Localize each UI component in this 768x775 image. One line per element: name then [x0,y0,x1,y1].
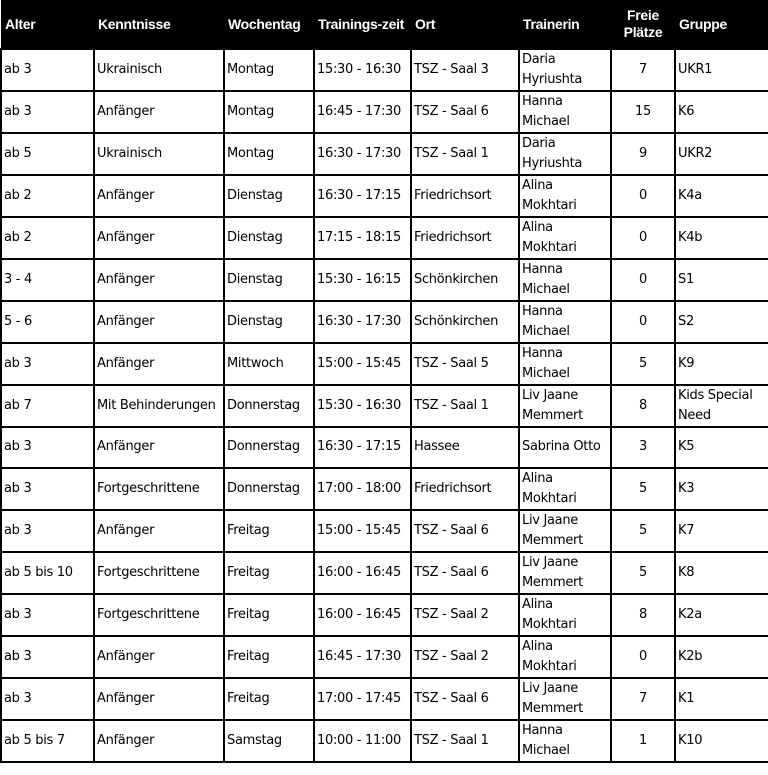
cell-trainer: Liv Jaane Memmert [519,510,611,552]
table-row [1,552,768,594]
cell-age: ab 2 [1,217,94,259]
cell-trainer: Liv Jaane Memmert [519,678,611,720]
cell-training-time: 16:30 - 17:30 [314,133,411,175]
cell-skill-level: Anfänger [94,720,224,762]
cell-group: K2a [675,594,768,636]
cell-group: UKR1 [675,49,768,91]
cell-trainer: Daria Hyriushta [519,133,611,175]
cell-weekday: Donnerstag [224,427,314,468]
table-row [1,259,768,301]
cell-free-spots: 1 [611,720,675,762]
cell-training-time: 15:30 - 16:30 [314,49,411,91]
cell-trainer: Sabrina Otto [519,427,611,468]
cell-free-spots: 0 [611,259,675,301]
cell-location: TSZ - Saal 2 [411,594,519,636]
cell-training-time: 16:00 - 16:45 [314,594,411,636]
cell-trainer: Hanna Michael [519,259,611,301]
header-row [1,0,768,49]
cell-age: ab 3 [1,49,94,91]
cell-trainer: Hanna Michael [519,91,611,133]
cell-free-spots: 0 [611,217,675,259]
cell-skill-level: Ukrainisch [94,133,224,175]
cell-weekday: Freitag [224,552,314,594]
cell-group: S2 [675,301,768,343]
cell-training-time: 15:00 - 15:45 [314,343,411,385]
cell-free-spots: 8 [611,385,675,427]
cell-age: ab 5 bis 10 [1,552,94,594]
cell-group: Kids Special Need [675,385,768,427]
cell-weekday: Dienstag [224,301,314,343]
cell-age: ab 3 [1,594,94,636]
cell-trainer: Hanna Michael [519,301,611,343]
table-row [1,468,768,510]
table-row [1,385,768,427]
cell-age: ab 2 [1,175,94,217]
cell-skill-level: Fortgeschrittene [94,552,224,594]
cell-trainer: Liv Jaane Memmert [519,385,611,427]
cell-free-spots: 0 [611,175,675,217]
column-header-weekday: Wochentag [224,0,314,49]
cell-group: UKR2 [675,133,768,175]
cell-age: ab 3 [1,343,94,385]
cell-group: K10 [675,720,768,762]
table-row [1,91,768,133]
cell-group: K9 [675,343,768,385]
cell-age: ab 3 [1,510,94,552]
cell-weekday: Freitag [224,510,314,552]
cell-free-spots: 9 [611,133,675,175]
cell-location: TSZ - Saal 6 [411,678,519,720]
cell-skill-level: Anfänger [94,301,224,343]
cell-training-time: 16:00 - 16:45 [314,552,411,594]
cell-skill-level: Fortgeschrittene [94,468,224,510]
cell-age: ab 7 [1,385,94,427]
cell-weekday: Mittwoch [224,343,314,385]
cell-location: Schönkirchen [411,301,519,343]
table-row [1,678,768,720]
cell-skill-level: Anfänger [94,636,224,678]
cell-trainer: Daria Hyriushta [519,49,611,91]
cell-training-time: 16:30 - 17:15 [314,175,411,217]
table-row [1,217,768,259]
table-row [1,133,768,175]
table-row [1,510,768,552]
cell-trainer: Alina Mokhtari [519,468,611,510]
cell-training-time: 16:45 - 17:30 [314,636,411,678]
cell-trainer: Alina Mokhtari [519,636,611,678]
cell-group: K4a [675,175,768,217]
cell-skill-level: Anfänger [94,259,224,301]
cell-skill-level: Anfänger [94,217,224,259]
cell-location: TSZ - Saal 1 [411,133,519,175]
cell-weekday: Dienstag [224,217,314,259]
cell-training-time: 16:45 - 17:30 [314,91,411,133]
cell-group: K3 [675,468,768,510]
column-header-trainer: Trainerin [519,0,611,49]
cell-location: Hassee [411,427,519,468]
cell-free-spots: 7 [611,678,675,720]
cell-trainer: Alina Mokhtari [519,175,611,217]
cell-weekday: Freitag [224,678,314,720]
cell-group: K5 [675,427,768,468]
cell-age: 5 - 6 [1,301,94,343]
cell-free-spots: 5 [611,510,675,552]
cell-weekday: Samstag [224,720,314,762]
cell-skill-level: Anfänger [94,175,224,217]
cell-trainer: Alina Mokhtari [519,594,611,636]
cell-weekday: Donnerstag [224,468,314,510]
cell-training-time: 17:15 - 18:15 [314,217,411,259]
table-row [1,636,768,678]
cell-weekday: Dienstag [224,175,314,217]
cell-location: Friedrichsort [411,468,519,510]
cell-skill-level: Anfänger [94,91,224,133]
cell-skill-level: Anfänger [94,427,224,468]
table-row [1,49,768,91]
cell-location: TSZ - Saal 1 [411,385,519,427]
cell-free-spots: 0 [611,636,675,678]
table-row [1,427,768,468]
cell-weekday: Dienstag [224,259,314,301]
column-header-free-spots: Freie Plätze [611,0,675,49]
cell-training-time: 17:00 - 17:45 [314,678,411,720]
column-header-location: Ort [411,0,519,49]
cell-group: K6 [675,91,768,133]
cell-skill-level: Anfänger [94,678,224,720]
cell-group: K8 [675,552,768,594]
cell-trainer: Liv Jaane Memmert [519,552,611,594]
cell-location: Friedrichsort [411,175,519,217]
cell-age: ab 5 bis 7 [1,720,94,762]
cell-location: TSZ - Saal 6 [411,91,519,133]
table-row [1,594,768,636]
cell-group: K2b [675,636,768,678]
cell-free-spots: 15 [611,91,675,133]
table-row [1,301,768,343]
table-row [1,175,768,217]
cell-age: ab 3 [1,427,94,468]
cell-age: ab 3 [1,678,94,720]
cell-age: ab 3 [1,91,94,133]
cell-age: ab 3 [1,636,94,678]
cell-skill-level: Mit Behinderungen [94,385,224,427]
cell-training-time: 15:30 - 16:15 [314,259,411,301]
cell-training-time: 17:00 - 18:00 [314,468,411,510]
cell-training-time: 15:30 - 16:30 [314,385,411,427]
cell-free-spots: 8 [611,594,675,636]
cell-trainer: Hanna Michael [519,720,611,762]
cell-free-spots: 7 [611,49,675,91]
cell-training-time: 10:00 - 11:00 [314,720,411,762]
cell-free-spots: 3 [611,427,675,468]
cell-skill-level: Fortgeschrittene [94,594,224,636]
cell-location: TSZ - Saal 2 [411,636,519,678]
cell-group: K4b [675,217,768,259]
cell-location: TSZ - Saal 6 [411,510,519,552]
column-header-group: Gruppe [675,0,768,49]
column-header-training-time: Trainings-zeit [314,0,411,49]
cell-weekday: Montag [224,133,314,175]
cell-skill-level: Ukrainisch [94,49,224,91]
cell-age: ab 5 [1,133,94,175]
cell-location: Friedrichsort [411,217,519,259]
cell-trainer: Alina Mokhtari [519,217,611,259]
table-row [1,343,768,385]
cell-group: K7 [675,510,768,552]
cell-free-spots: 5 [611,468,675,510]
column-header-age: Alter [1,0,94,49]
cell-group: S1 [675,259,768,301]
cell-skill-level: Anfänger [94,343,224,385]
cell-age: ab 3 [1,468,94,510]
cell-location: TSZ - Saal 1 [411,720,519,762]
cell-location: Schönkirchen [411,259,519,301]
cell-skill-level: Anfänger [94,510,224,552]
cell-weekday: Montag [224,91,314,133]
cell-location: TSZ - Saal 6 [411,552,519,594]
table-row [1,720,768,762]
cell-weekday: Donnerstag [224,385,314,427]
cell-weekday: Freitag [224,636,314,678]
cell-location: TSZ - Saal 3 [411,49,519,91]
cell-training-time: 15:00 - 15:45 [314,510,411,552]
cell-trainer: Hanna Michael [519,343,611,385]
cell-free-spots: 0 [611,301,675,343]
cell-age: 3 - 4 [1,259,94,301]
column-header-skill-level: Kenntnisse [94,0,224,49]
cell-group: K1 [675,678,768,720]
cell-weekday: Freitag [224,594,314,636]
cell-location: TSZ - Saal 5 [411,343,519,385]
cell-free-spots: 5 [611,552,675,594]
cell-training-time: 16:30 - 17:15 [314,427,411,468]
cell-training-time: 16:30 - 17:30 [314,301,411,343]
cell-free-spots: 5 [611,343,675,385]
cell-weekday: Montag [224,49,314,91]
